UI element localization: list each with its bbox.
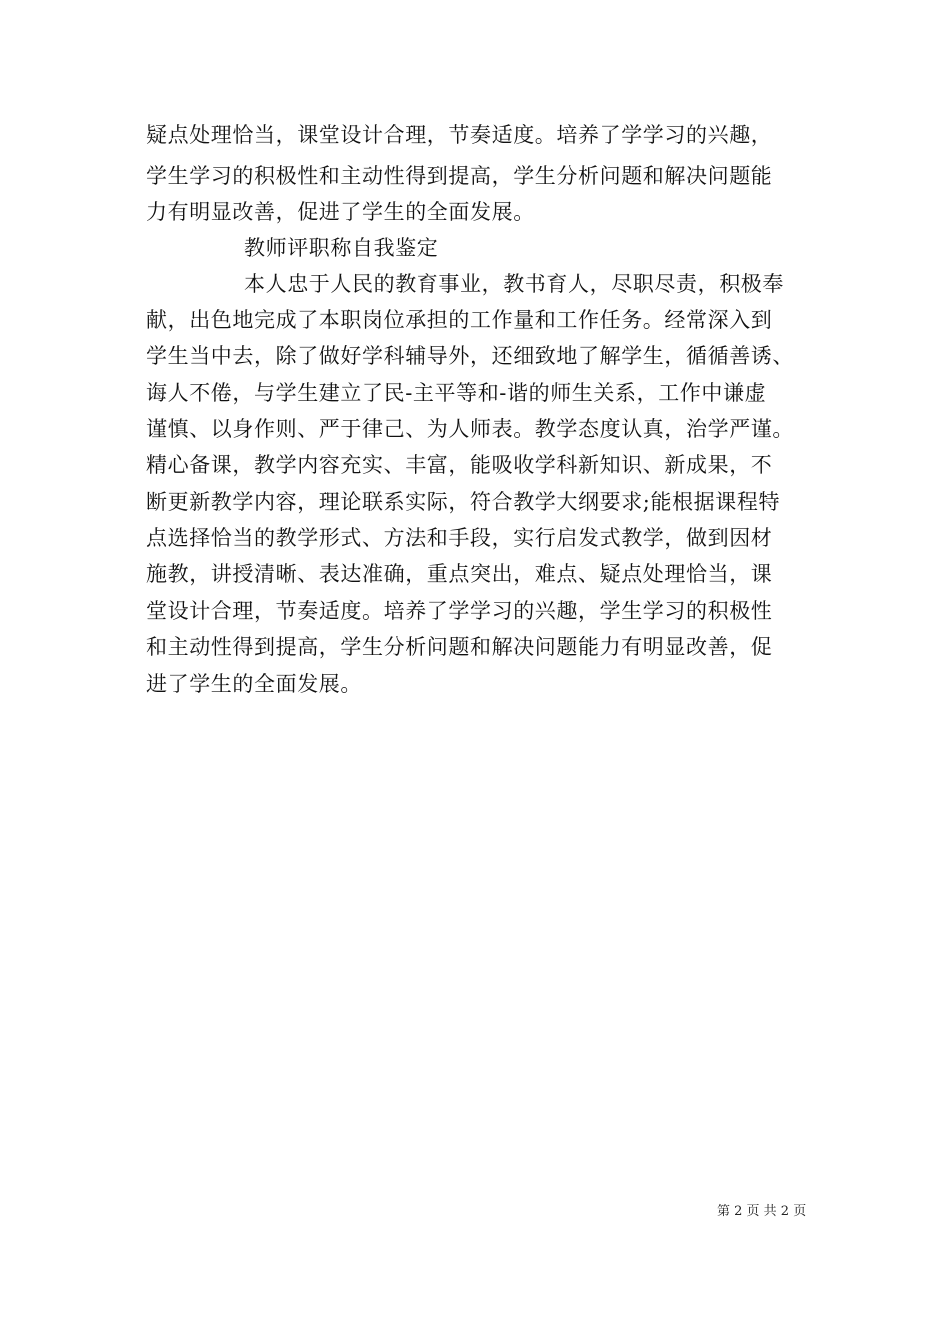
text-line: 学生当中去，除了做好学科辅导外，还细致地了解学生，循循善诱、 <box>146 344 794 368</box>
section-title: 教师评职称自我鉴定 <box>244 236 439 260</box>
text-line: 疑点处理恰当，课堂设计合理，节奏适度。培养了学学习的兴趣， <box>146 123 773 147</box>
text-line: 献，出色地完成了本职岗位承担的工作量和工作任务。经常深入到 <box>146 308 773 332</box>
text-line: 进了学生的全面发展。 <box>146 672 362 696</box>
text-line: 断更新教学内容，理论联系实际，符合教学大纲要求;能根据课程特 <box>146 490 781 514</box>
text-line: 本人忠于人民的教育事业，教书育人，尽职尽责，积极奉 <box>244 272 784 296</box>
text-line: 学生学习的积极性和主动性得到提高，学生分析问题和解决问题能 <box>146 164 773 188</box>
text-line: 堂设计合理，节奏适度。培养了学学习的兴趣，学生学习的积极性 <box>146 599 773 623</box>
text-line: 精心备课，教学内容充实、丰富，能吸收学科新知识、新成果，不 <box>146 453 773 477</box>
text-line: 力有明显改善，促进了学生的全面发展。 <box>146 200 535 224</box>
text-line: 施教，讲授清晰、表达准确，重点突出，难点、疑点处理恰当，课 <box>146 562 773 586</box>
page-number-footer: 第 2 页 共 2 页 <box>717 1204 807 1219</box>
text-line: 诲人不倦，与学生建立了民-主平等和-谐的师生关系，工作中谦虚 <box>146 381 767 405</box>
text-line: 谨慎、以身作则、严于律己、为人师表。教学态度认真，治学严谨。 <box>146 417 794 441</box>
text-line: 和主动性得到提高，学生分析问题和解决问题能力有明显改善，促 <box>146 635 773 659</box>
text-line: 点选择恰当的教学形式、方法和手段，实行启发式教学，做到因材 <box>146 526 773 550</box>
